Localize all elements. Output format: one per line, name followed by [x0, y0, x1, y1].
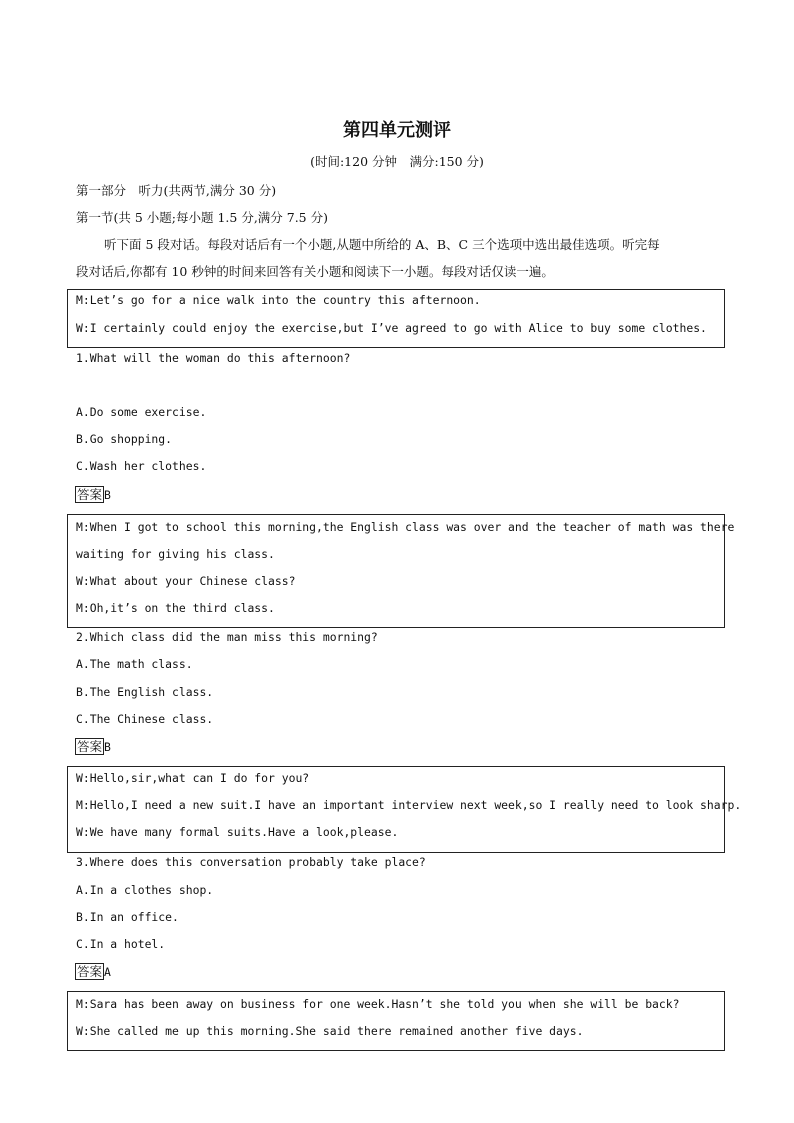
option-3c: C.In a hotel. [76, 937, 166, 951]
dialogue-box-4 [67, 991, 725, 1051]
part-heading: 第一部分 听力(共两节,满分 30 分) [76, 183, 277, 198]
answer-3 [75, 963, 111, 980]
question-2: 2.Which class did the man miss this morning? [76, 630, 378, 644]
section-heading: 第一节(共 5 小题;每小题 1.5 分,满分 7.5 分) [76, 210, 328, 225]
page-subtitle: (时间:120 分钟 满分:150 分) [310, 154, 484, 169]
answer-value: B [104, 740, 111, 754]
dialogue-box-1 [67, 289, 725, 348]
dialogue-line: M:Let’s go for a nice walk into the country this afternoon. [76, 293, 481, 307]
option-2c: C.The Chinese class. [76, 712, 214, 726]
dialogue-line: M:Oh,it’s on the third class. [76, 601, 275, 615]
answer-1 [75, 486, 111, 503]
dialogue-line: waiting for giving his class. [76, 547, 275, 561]
answer-tag: 答案 [77, 739, 103, 754]
answer-tag: 答案 [77, 487, 103, 502]
option-3b: B.In an office. [76, 910, 179, 924]
question-1: 1.What will the woman do this afternoon? [76, 351, 351, 365]
option-2b: B.The English class. [76, 685, 214, 699]
dialogue-box-2 [67, 514, 735, 628]
dialogue-line: M:When I got to school this morning,the English class was over and the teacher of math was there [76, 520, 735, 534]
dialogue-line: M:Sara has been away on business for one week.Hasn’t she told you when she will be back? [76, 997, 680, 1011]
answer-2 [75, 738, 111, 755]
answer-tag: 答案 [77, 964, 103, 979]
dialogue-box-3 [67, 766, 742, 853]
answer-value: B [104, 488, 111, 502]
dialogue-line: W:What about your Chinese class? [76, 574, 296, 588]
option-1a: A.Do some exercise. [76, 405, 207, 419]
option-1b: B.Go shopping. [76, 432, 173, 446]
question-3: 3.Where does this conversation probably take place? [76, 855, 426, 869]
page-title: 第四单元测评 [343, 120, 451, 141]
option-3a: A.In a clothes shop. [76, 883, 214, 897]
dialogue-line: M:Hello,I need a new suit.I have an important interview next week,so I really need to look sharp. [76, 798, 742, 812]
answer-value: A [104, 965, 111, 979]
instructions-line-1: 听下面 5 段对话。每段对话后有一个小题,从题中所给的 A、B、C 三个选项中选出最佳选项。听完每 [104, 237, 660, 252]
dialogue-line: W:We have many formal suits.Have a look,please. [76, 825, 399, 839]
dialogue-line: W:Hello,sir,what can I do for you? [76, 771, 310, 785]
dialogue-line: W:I certainly could enjoy the exercise,but I’ve agreed to go with Alice to buy some clothes. [76, 321, 707, 335]
dialogue-line: W:She called me up this morning.She said there remained another five days. [76, 1024, 584, 1038]
instructions-line-2: 段对话后,你都有 10 秒钟的时间来回答有关小题和阅读下一小题。每段对话仅读一遍。 [76, 264, 554, 279]
option-2a: A.The math class. [76, 657, 193, 671]
option-1c: C.Wash her clothes. [76, 459, 207, 473]
